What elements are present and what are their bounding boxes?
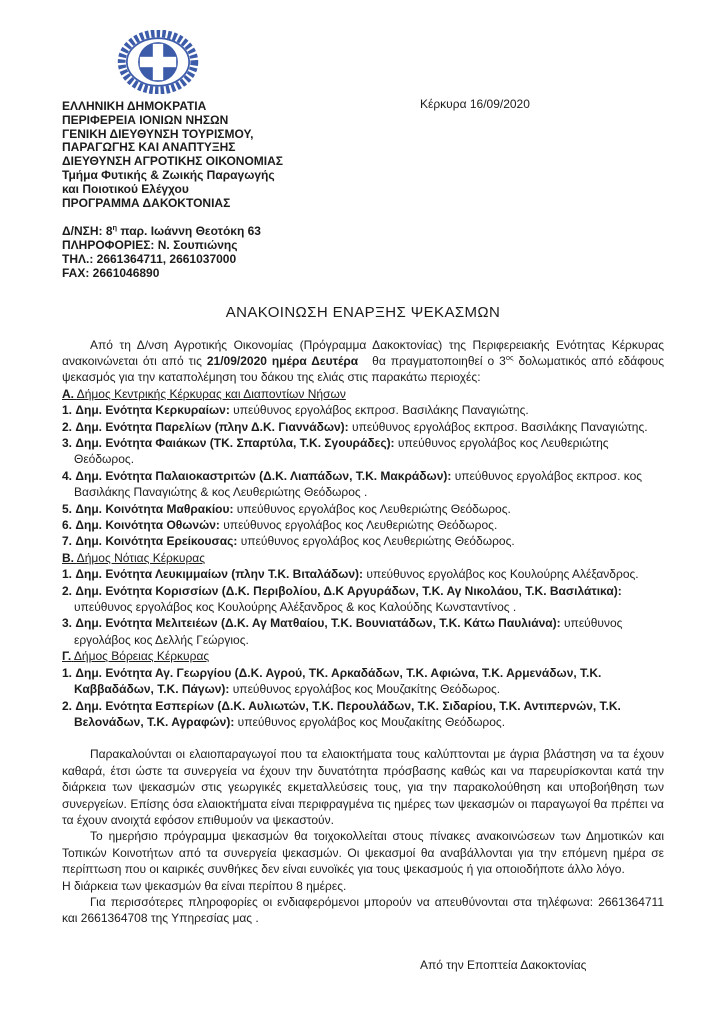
municipality-item: 4. Δημ. Ενότητα Παλαιοκαστριτών (Δ.Κ. Λιαπάδων, Τ.Κ. Μακράδων): υπεύθυνος εργολάβος εκπροσ. κος Βασιλάκης Παναγιώτης & κος Λευθεριώτης Θεόδωρος . bbox=[62, 468, 643, 500]
municipality-item: 5. Δημ. Κοινότητα Μαθρακίου: υπεύθυνος εργολάβος κος Λευθεριώτης Θεόδωρος. bbox=[62, 501, 511, 516]
header-line-directorate-2: ΠΑΡΑΓΩΓΗΣ ΚΑΙ ΑΝΑΠΤΥΞΗΣ bbox=[62, 140, 236, 155]
address-line: Δ/ΝΣΗ: $8^\eta$ παρ. Ιωάννη Θεοτόκη 63 bbox=[62, 223, 261, 239]
header-line-department-1: Τμήμα Φυτικής & Ζωικής Παραγωγής bbox=[62, 167, 275, 182]
notes-block bbox=[62, 746, 664, 926]
municipality-item: 1. Δημ. Ενότητα Λευκιμμαίων (πλην Τ.Κ. Βιταλάδων): υπεύθυνος εργολάβος κος Κουλούρης Αλέξανδρος. bbox=[62, 567, 639, 582]
document-body bbox=[62, 337, 664, 974]
ordinal-superscript: η bbox=[112, 223, 118, 233]
body-paragraph: Παρακαλούνται οι ελαιοπαραγωγοί που τα ελαιοκτήματα τους καλύπτονται με άγρια βλάστηση να τα έχουν καθαρά, έτσι ώστε τα συνεργεία να έχουν την δυνατότητα πρόσβασης καθώς και να παρευρίσκονται κατά την διάρκεια των ψεκασμών στις γεωργικές εκμεταλλεύσεις τους, για την παρακολούθηση και υποβοήθηση των συνεργείων. Επίσης όσα ελαιοκτήματα είναι περιφραγμένα τις ημέρες των ψεκασμών οι παραγωγοί θα πρέπει να τα έχουν ανοιχτά εφόσον επιθυμούν να ψεκαστούν. bbox=[62, 747, 664, 827]
header-line-department-2: και Ποιοτικού Ελέγχου bbox=[62, 181, 189, 196]
fax-line: FAX: 2661046890 bbox=[62, 265, 160, 280]
contact-block bbox=[62, 225, 664, 280]
greek-coat-of-arms-icon bbox=[114, 30, 202, 94]
header-line-directorate-3: ΔΙΕΥΘΥΝΣΗ ΑΓΡΟΤΙΚΗΣ ΟΙΚΟΝΟΜΙΑΣ bbox=[62, 154, 283, 169]
body-paragraph: Η διάρκεια των ψεκασμών θα είναι περίπου 8 ημέρες. bbox=[62, 878, 347, 893]
signature: Από την Εποπτεία Δακοκτονίας bbox=[420, 957, 587, 972]
document-title: ΑΝΑΚΟΙΝΩΣΗ ΕΝΑΡΞΗΣ ΨΕΚΑΣΜΩΝ bbox=[225, 303, 501, 321]
municipality-item: 2. Δημ. Ενότητα Εσπερίων (Δ.Κ. Αυλιωτών, Τ.Κ. Περουλάδων, Τ.Κ. Σιδαρίου, Τ.Κ. Αντιπερνών, Τ.Κ. Βελονάδων, Τ.Κ. Αγραφών): υπεύθυνος εργολάβος κος Μουζακίτης Θεόδωρος. bbox=[62, 698, 621, 729]
info-line: ΠΛΗΡΟΦΟΡΙΕΣ: Ν. Σουπιώνης bbox=[62, 238, 238, 253]
municipality-item: 2. Δημ. Ενότητα Κορισσίων (Δ.Κ. Περιβολίου, Δ.Κ Αργυράδων, Τ.Κ. Αγ Νικολάου, Τ.Κ. Βασιλάτικα): υπεύθυνος εργολάβος κος Κουλούρης Αλέξανδρος & κος Καλούδης Κωνσταντίνος . bbox=[62, 583, 622, 615]
municipality-item: 1. Δημ. Ενότητα Κερκυραίων: υπεύθυνος εργολάβος εκπροσ. Βασιλάκης Παναγιώτης. bbox=[62, 403, 529, 418]
municipality-item: 3. Δημ. Ενότητα Φαιάκων (ΤΚ. Σπαρτύλα, Τ.Κ. Σγουράδες): υπεύθυνος εργολάβος κος Λευθεριώτης Θεόδωρος. bbox=[62, 436, 609, 467]
municipality-item: 3. Δημ. Ενότητα Μελιτειέων (Δ.Κ. Αγ Ματθαίου, Τ.Κ. Βουνιατάδων, Τ.Κ. Κάτω Παυλιάνα): υπεύθυνος εργολάβος κος Δελλής Γεώργιος. bbox=[62, 616, 623, 647]
municipality-item: 1. Δημ. Ενότητα Αγ. Γεωργίου (Δ.Κ. Αγρού, ΤΚ. Αρκαδάδων, Τ.Κ. Αφιώνα, Τ.Κ. Αρμενάδων, Τ.Κ. Καββαδάδων, Τ.Κ. Πάγων): υπεύθυνος εργολάβος κος Μουζακίτης Θεόδωρος. bbox=[62, 665, 602, 697]
intro-paragraph: Από τη Δ/νση Αγροτικής Οικονομίας (Πρόγραμμα Δακοκτονίας) της Περιφερειακής Ενότητας Κέρκυρας ανακοινώνεται ότι από τις 21/09/2020 ημέρα Δευτέρα θα πραγματοποιηθεί ο $3^{o\varsigma}$ δολωματικός από εδάφους ψεκασμός για την καταπολέμηση του δάκου της ελιάς στις παρακάτω περιοχές: bbox=[62, 337, 665, 385]
letterhead bbox=[62, 30, 442, 210]
phone-line: ΤΗΛ.: 2661364711, 2661037000 bbox=[62, 251, 237, 266]
section-heading-c: Γ. Δήμος Βόρειας Κέρκυρας bbox=[62, 649, 210, 664]
spray-date: 21/09/2020 ημέρα Δευτέρα bbox=[206, 353, 359, 368]
municipality-item: 7. Δημ. Κοινότητα Ερείκουσας: υπεύθυνος εργολάβος κος Λευθεριώτης Θεόδωρος. bbox=[62, 534, 515, 549]
header-line-program: ΠΡΟΓΡΑΜΜΑ ΔΑΚΟΚΤΟΝΙΑΣ bbox=[62, 195, 231, 210]
header-line-directorate-1: ΓΕΝΙΚΗ ΔΙΕΥΘΥΝΣΗ ΤΟΥΡΙΣΜΟΥ, bbox=[62, 126, 254, 141]
section-heading-a: Α. Δήμος Κεντρικής Κέρκυρας και Διαποντίων Νήσων bbox=[62, 386, 346, 401]
date-location: Κέρκυρα 16/09/2020 bbox=[420, 97, 530, 111]
section-heading-b: Β. Δήμος Νότιας Κέρκυρας bbox=[62, 550, 205, 565]
header-line-region: ΠΕΡΙΦΕΡΕΙΑ ΙΟΝΙΩΝ ΝΗΣΩΝ bbox=[62, 112, 229, 127]
body-paragraph: Το ημερήσιο πρόγραμμα ψεκασμών θα τοιχοκολλείται στους πίνακες ανακοινώσεων των Δημοτικών και Τοπικών Κοινοτήτων από τα συνεργεία ψεκασμών. Οι ψεκασμοί θα αναβάλλονται για την επόμενη ημέρα σε περίπτωση που οι καιρικές συνθήκες δεν είναι ευνοϊκές για τους ψεκασμούς ή για οποιοδήποτε άλλο λόγο. bbox=[62, 829, 664, 877]
header-line-republic: ΕΛΛΗΝΙΚΗ ΔΗΜΟΚΡΑΤΙΑ bbox=[62, 99, 207, 113]
body-paragraph: Για περισσότερες πληροφορίες οι ενδιαφερόμενοι μπορούν να απευθύνονται στα τηλέφωνα: 2661364711 και 2661364708 της Υπηρεσίας μας . bbox=[62, 894, 664, 926]
municipality-item: 6. Δημ. Κοινότητα Οθωνών: υπεύθυνος εργολάβος κος Λευθεριώτης Θεόδωρος. bbox=[62, 518, 498, 533]
municipality-item: 2. Δημ. Ενότητα Παρελίων (πλην Δ.Κ. Γιαννάδων): υπεύθυνος εργολάβος εκπροσ. Βασιλάκης Παναγιώτης. bbox=[62, 419, 648, 434]
ordinal-superscript: ος bbox=[505, 352, 514, 362]
